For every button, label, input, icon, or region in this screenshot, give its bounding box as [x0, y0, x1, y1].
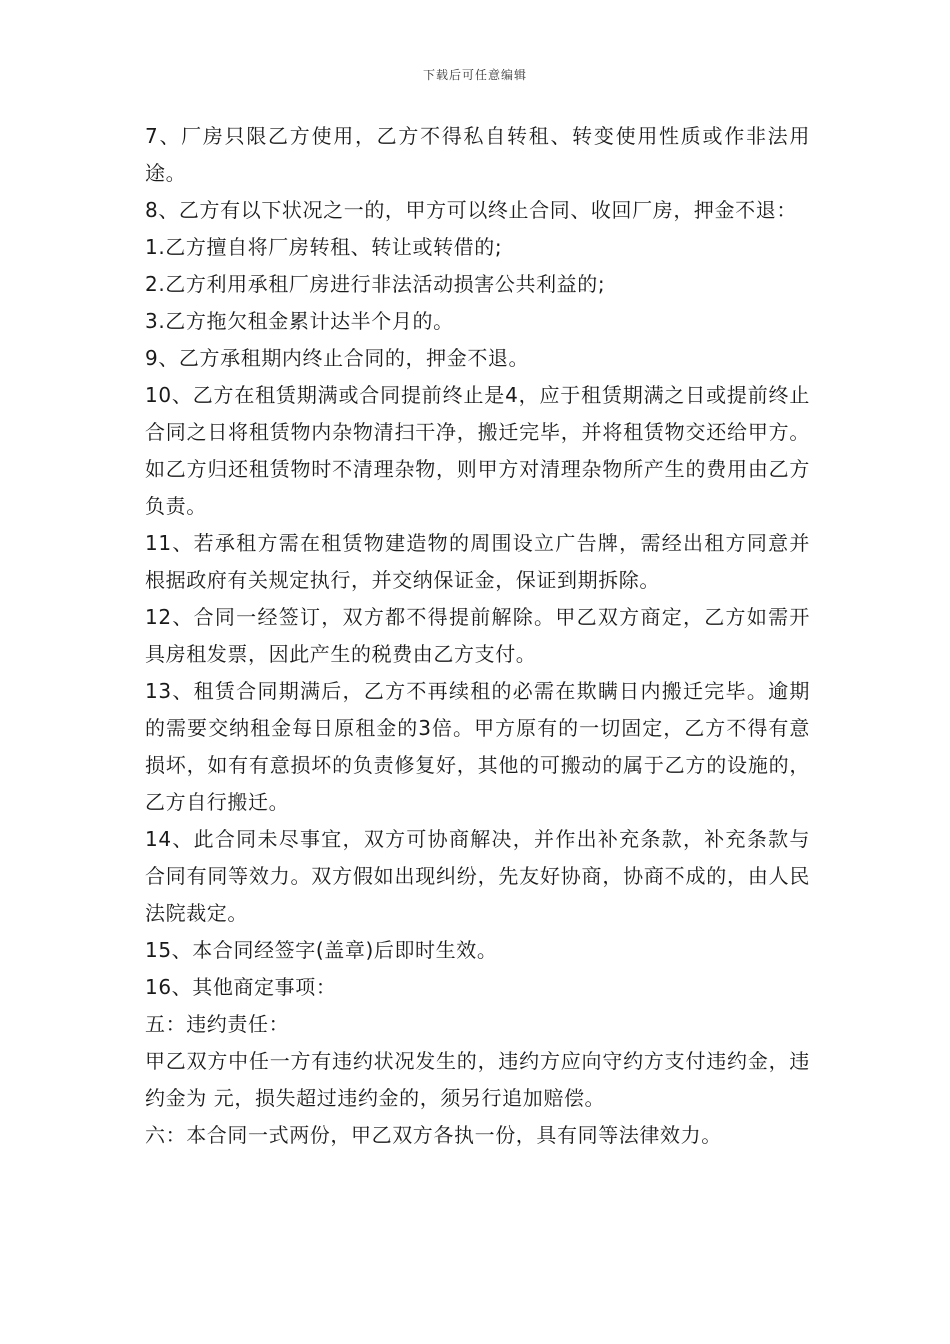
clause-8: 8、乙方有以下状况之一的，甲方可以终止合同、收回厂房，押金不退： [145, 198, 797, 222]
clause-13: 13、租赁合同期满后，乙方不再续租的必需在欺瞒日内搬迁完毕。逾期的需要交纳租金每日原租金的3倍。甲方原有的一切固定，乙方不得有意损坏，如有有意损坏的负责修复好，其他的可搬动的属于乙方的设施的，乙方自行搬迁。 [145, 679, 810, 814]
section-5-heading: 五：违约责任： [145, 1012, 290, 1036]
clause-9: 9、乙方承租期内终止合同的，押金不退。 [145, 346, 530, 370]
clause-11: 11、若承租方需在租赁物建造物的周围设立广告牌，需经出租方同意并根据政府有关规定执行，并交纳保证金，保证到期拆除。 [145, 531, 810, 592]
clause-8-item-1: 1.乙方擅自将厂房转租、转让或转借的; [145, 235, 503, 259]
clause-7: 7、厂房只限乙方使用，乙方不得私自转租、转变使用性质或作非法用途。 [145, 124, 810, 185]
clause-15: 15、本合同经签字(盖章)后即时生效。 [145, 938, 498, 962]
page-header: 下载后可任意编辑 [422, 68, 527, 82]
section-6: 六：本合同一式两份，甲乙双方各执一份，具有同等法律效力。 [145, 1123, 722, 1147]
clause-14: 14、此合同未尽事宜，双方可协商解决，并作出补充条款，补充条款与合同有同等效力。双方假如出现纠纷，先友好协商，协商不成的，由人民法院裁定。 [145, 827, 810, 925]
section-5-body: 甲乙双方中任一方有违约状况发生的，违约方应向守约方支付违约金，违约金为 元，损失超过违约金的，须另行追加赔偿。 [145, 1049, 810, 1110]
clause-10: 10、乙方在租赁期满或合同提前终止是4，应于租赁期满之日或提前终止合同之日将租赁物内杂物清扫干净，搬迁完毕，并将租赁物交还给甲方。如乙方归还租赁物时不清理杂物，则甲方对清理杂物所产生的费用由乙方负责。 [145, 383, 810, 518]
clause-12: 12、合同一经签订，双方都不得提前解除。甲乙双方商定，乙方如需开具房租发票，因此产生的税费由乙方支付。 [145, 605, 810, 666]
document-body [145, 118, 810, 1154]
clause-16: 16、其他商定事项： [145, 975, 337, 999]
clause-8-item-3: 3.乙方拖欠租金累计达半个月的。 [145, 309, 454, 333]
clause-8-item-2: 2.乙方利用承租厂房进行非法活动损害公共利益的; [145, 272, 606, 296]
